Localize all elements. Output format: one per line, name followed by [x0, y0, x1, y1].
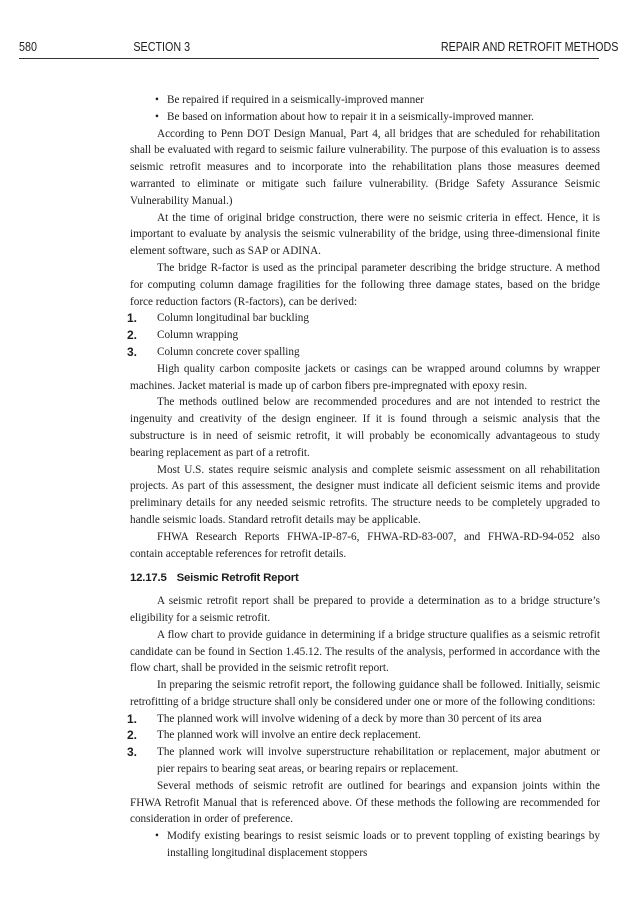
- numbered-item: 2. Column wrapping: [127, 328, 239, 343]
- numbered-item: 3. The planned work will involve superstructure rehabilitation or replacement, major abutment or pier repairs to bearing seat areas, or bearing repairs or replacement.: [127, 745, 600, 776]
- paragraph: A flow chart to provide guidance in determining if a bridge structure qualifies as a seismic retrofit candidate can be found in Section 1.45.12. The results of the analysis, performed in accordance with the flow chart, shall be provided in the seismic retrofit report.: [130, 628, 600, 675]
- bullet-icon: •: [155, 110, 159, 123]
- section-number: 12.17.5: [130, 572, 167, 585]
- section-title: Seismic Retrofit Report: [176, 572, 299, 585]
- running-header: [19, 40, 619, 56]
- page-number: 580: [19, 40, 37, 54]
- paragraph: Several methods of seismic retrofit are outlined for bearings and expansion joints within the FHWA Retrofit Manual that is referenced above. Of these methods the following are recommended for consideration in order of preference.: [130, 779, 600, 826]
- bullet-icon: •: [155, 94, 159, 106]
- paragraph: According to Penn DOT Design Manual, Part 4, all bridges that are scheduled for rehabilitation shall be evaluated with regard to seismic failure vulnerability. The purpose of this evaluation is to assess seismic retrofit measures and to incorporate into the rehabilitation plans those measures deemed warranted to eliminate or mitigate such failure vulnerability. (Bridge Safety Assurance Seismic Vulnerability Manual.): [130, 127, 600, 207]
- bullet-item: • Modify existing bearings to resist seismic loads or to prevent toppling of existing bearings by installing longitudinal displacement stoppers: [155, 830, 600, 860]
- paragraph: The methods outlined below are recommended procedures and are not intended to restrict the ingenuity and creativity of the design engineer. If it is found through a seismic analysis that the substructure is in need of seismic retrofit, it will probably be economically advantageous to study bearing replacement as part of a retrofit.: [130, 396, 600, 459]
- header-rule: [19, 58, 599, 59]
- paragraph: At the time of original bridge construction, there were no seismic criteria in effect. Hence, it is important to evaluate by analysis the seismic vulnerability of the bridge, using three-dimensional finite element software, such as SAP or ADINA.: [130, 211, 600, 258]
- numbered-item: 3. Column concrete cover spalling: [127, 344, 300, 359]
- paragraph: High quality carbon composite jackets or casings can be wrapped around columns by wrapper machines. Jacket material is made up of carbon fibers pre-impregnated with epoxy resin.: [130, 362, 600, 392]
- chapter-title: REPAIR AND RETROFIT METHODS: [440, 40, 619, 54]
- numbered-item: 1. Column longitudinal bar buckling: [127, 311, 309, 326]
- section-heading: [130, 570, 600, 587]
- paragraph: Most U.S. states require seismic analysis and complete seismic assessment on all rehabilitation projects. As part of this assessment, the designer must indicate all deficient seismic items and provide preliminary details for any needed seismic retrofits. The structure needs to be completely upgraded to handle seismic loads. Standard retrofit details may be applicable.: [130, 463, 600, 526]
- numbered-item: 2. The planned work will involve an entire deck replacement.: [127, 728, 421, 743]
- paragraph: A seismic retrofit report shall be prepared to provide a determination as to a bridge structure’s eligibility for a seismic retrofit.: [130, 595, 600, 624]
- paragraph: The bridge R-factor is used as the principal parameter describing the bridge structure. A method for computing column damage fragilities for the following three damage states, based on the bridge force reduction factors (R-factors), can be derived:: [130, 261, 600, 308]
- paragraph: In preparing the seismic retrofit report, the following guidance shall be followed. Initially, seismic retrofitting of a bridge structure shall only be considered under one or more of the following conditions:: [130, 679, 600, 708]
- bullet-item: • Be based on information about how to repair it in a seismically-improved manner.: [130, 109, 600, 126]
- numbered-item: 1. The planned work will involve widening of a deck by more than 30 percent of its area: [127, 711, 542, 726]
- bullet-item: • Be repaired if required in a seismically-improved manner: [130, 92, 600, 109]
- section-label: SECTION 3: [133, 40, 191, 54]
- paragraph: FHWA Research Reports FHWA-IP-87-6, FHWA-RD-83-007, and FHWA-RD-94-052 also contain acceptable references for retrofit details.: [130, 530, 600, 560]
- page-body: [127, 92, 600, 862]
- bullet-icon: •: [155, 830, 159, 843]
